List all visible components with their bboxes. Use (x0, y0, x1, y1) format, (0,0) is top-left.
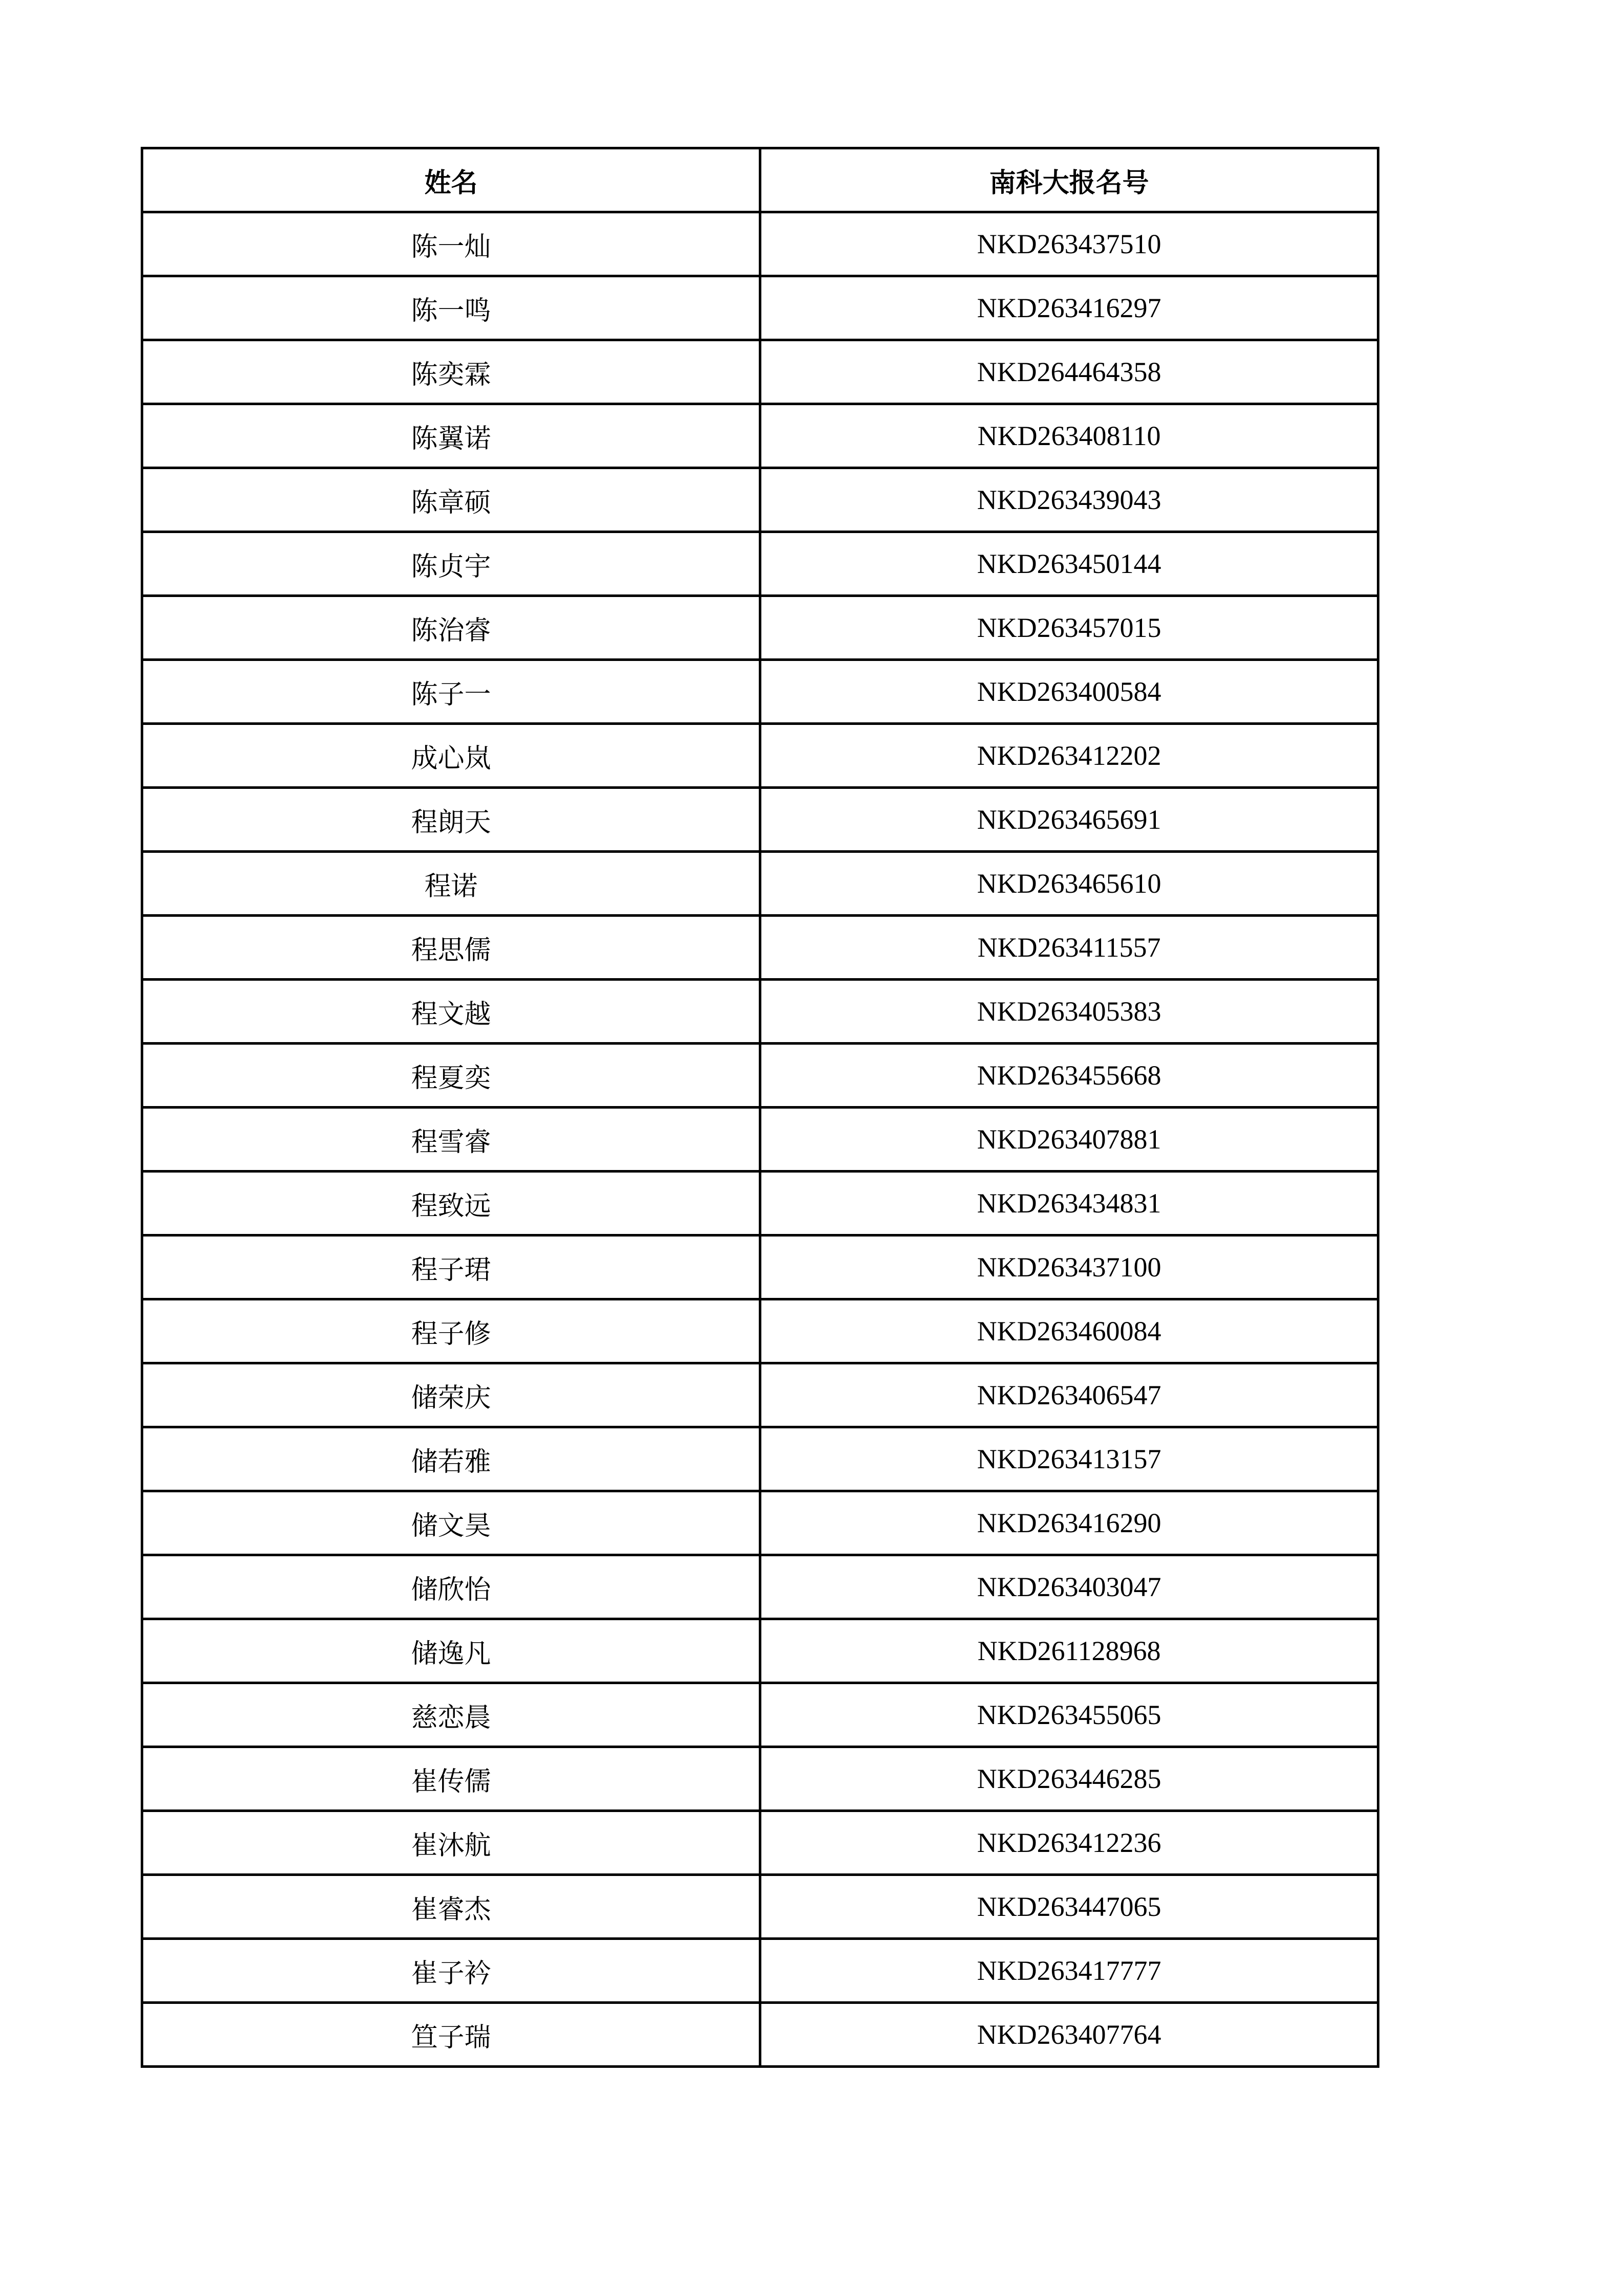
registration-number-cell: NKD263416290 (760, 1491, 1378, 1555)
registration-number-cell: NKD263413157 (760, 1427, 1378, 1491)
table-row (142, 724, 1378, 788)
table-row (142, 1427, 1378, 1491)
registration-number-cell: NKD263439043 (760, 468, 1378, 532)
column-header-name: 姓名 (142, 148, 760, 212)
table-row (142, 788, 1378, 852)
registration-number-cell: NKD263465610 (760, 852, 1378, 916)
student-name-cell: 程致远 (142, 1172, 760, 1235)
registration-number-cell: NKD263403047 (760, 1555, 1378, 1619)
student-name-cell: 陈子一 (142, 660, 760, 724)
registration-number-cell: NKD263457015 (760, 596, 1378, 660)
student-name-cell: 程思儒 (142, 916, 760, 980)
student-name-cell: 崔睿杰 (142, 1875, 760, 1939)
student-name-cell: 陈奕霖 (142, 340, 760, 404)
student-name-cell: 程诺 (142, 852, 760, 916)
table-row (142, 916, 1378, 980)
student-name-cell: 程夏奕 (142, 1044, 760, 1108)
student-name-cell: 程文越 (142, 980, 760, 1044)
table-body (142, 212, 1378, 2067)
student-name-cell: 崔子衿 (142, 1939, 760, 2003)
registration-number-cell: NKD263447065 (760, 1875, 1378, 1939)
student-name-cell: 陈一鸣 (142, 276, 760, 340)
registration-number-cell: NKD263406547 (760, 1363, 1378, 1427)
registration-number-cell: NKD263446285 (760, 1747, 1378, 1811)
table-row (142, 276, 1378, 340)
student-name-cell: 程朗天 (142, 788, 760, 852)
student-name-cell: 陈翼诺 (142, 404, 760, 468)
table-row (142, 1555, 1378, 1619)
registration-number-cell: NKD263407881 (760, 1108, 1378, 1172)
registration-number-cell: NKD263416297 (760, 276, 1378, 340)
student-name-cell: 笪子瑞 (142, 2003, 760, 2067)
registration-number-cell: NKD263411557 (760, 916, 1378, 980)
table-row (142, 1108, 1378, 1172)
student-name-cell: 储荣庆 (142, 1363, 760, 1427)
registration-number-cell: NKD263465691 (760, 788, 1378, 852)
table-row (142, 532, 1378, 596)
registration-number-cell: NKD263405383 (760, 980, 1378, 1044)
table-row (142, 1172, 1378, 1235)
roster-table (141, 147, 1379, 2068)
table-row (142, 596, 1378, 660)
student-name-cell: 崔沐航 (142, 1811, 760, 1875)
student-name-cell: 储若雅 (142, 1427, 760, 1491)
registration-number-cell: NKD263407764 (760, 2003, 1378, 2067)
registration-number-cell: NKD263455065 (760, 1683, 1378, 1747)
registration-number-cell: NKD263434831 (760, 1172, 1378, 1235)
student-name-cell: 慈恋晨 (142, 1683, 760, 1747)
table-row (142, 660, 1378, 724)
registration-number-cell: NKD263460084 (760, 1299, 1378, 1363)
table-header (142, 148, 1378, 212)
student-name-cell: 崔传儒 (142, 1747, 760, 1811)
table-row (142, 1491, 1378, 1555)
student-name-cell: 陈治睿 (142, 596, 760, 660)
student-name-cell: 陈贞宇 (142, 532, 760, 596)
table-row (142, 1235, 1378, 1299)
student-name-cell: 陈章硕 (142, 468, 760, 532)
registration-number-cell: NKD263412202 (760, 724, 1378, 788)
student-name-cell: 储逸凡 (142, 1619, 760, 1683)
table-row (142, 404, 1378, 468)
registration-number-cell: NKD263450144 (760, 532, 1378, 596)
table-row (142, 980, 1378, 1044)
registration-number-cell: NKD263400584 (760, 660, 1378, 724)
table-row (142, 1299, 1378, 1363)
student-name-cell: 储欣怡 (142, 1555, 760, 1619)
table-row (142, 1875, 1378, 1939)
table-row (142, 1619, 1378, 1683)
table-row (142, 1939, 1378, 2003)
table-row (142, 1683, 1378, 1747)
table-row (142, 212, 1378, 276)
registration-number-cell: NKD263455668 (760, 1044, 1378, 1108)
registration-number-cell: NKD264464358 (760, 340, 1378, 404)
table-row (142, 468, 1378, 532)
table-row (142, 1044, 1378, 1108)
table-row (142, 1747, 1378, 1811)
student-name-cell: 陈一灿 (142, 212, 760, 276)
column-header-registration-number: 南科大报名号 (760, 148, 1378, 212)
registration-number-cell: NKD263408110 (760, 404, 1378, 468)
student-name-cell: 程子珺 (142, 1235, 760, 1299)
student-name-cell: 程雪睿 (142, 1108, 760, 1172)
table-row (142, 1363, 1378, 1427)
table-row (142, 340, 1378, 404)
registration-number-cell: NKD261128968 (760, 1619, 1378, 1683)
registration-number-cell: NKD263437100 (760, 1235, 1378, 1299)
header-row (142, 148, 1378, 212)
registration-number-cell: NKD263437510 (760, 212, 1378, 276)
table-row (142, 2003, 1378, 2067)
registration-number-cell: NKD263417777 (760, 1939, 1378, 2003)
student-name-cell: 程子修 (142, 1299, 760, 1363)
table-row (142, 1811, 1378, 1875)
student-name-cell: 成心岚 (142, 724, 760, 788)
registration-number-cell: NKD263412236 (760, 1811, 1378, 1875)
student-name-cell: 储文昊 (142, 1491, 760, 1555)
table-row (142, 852, 1378, 916)
